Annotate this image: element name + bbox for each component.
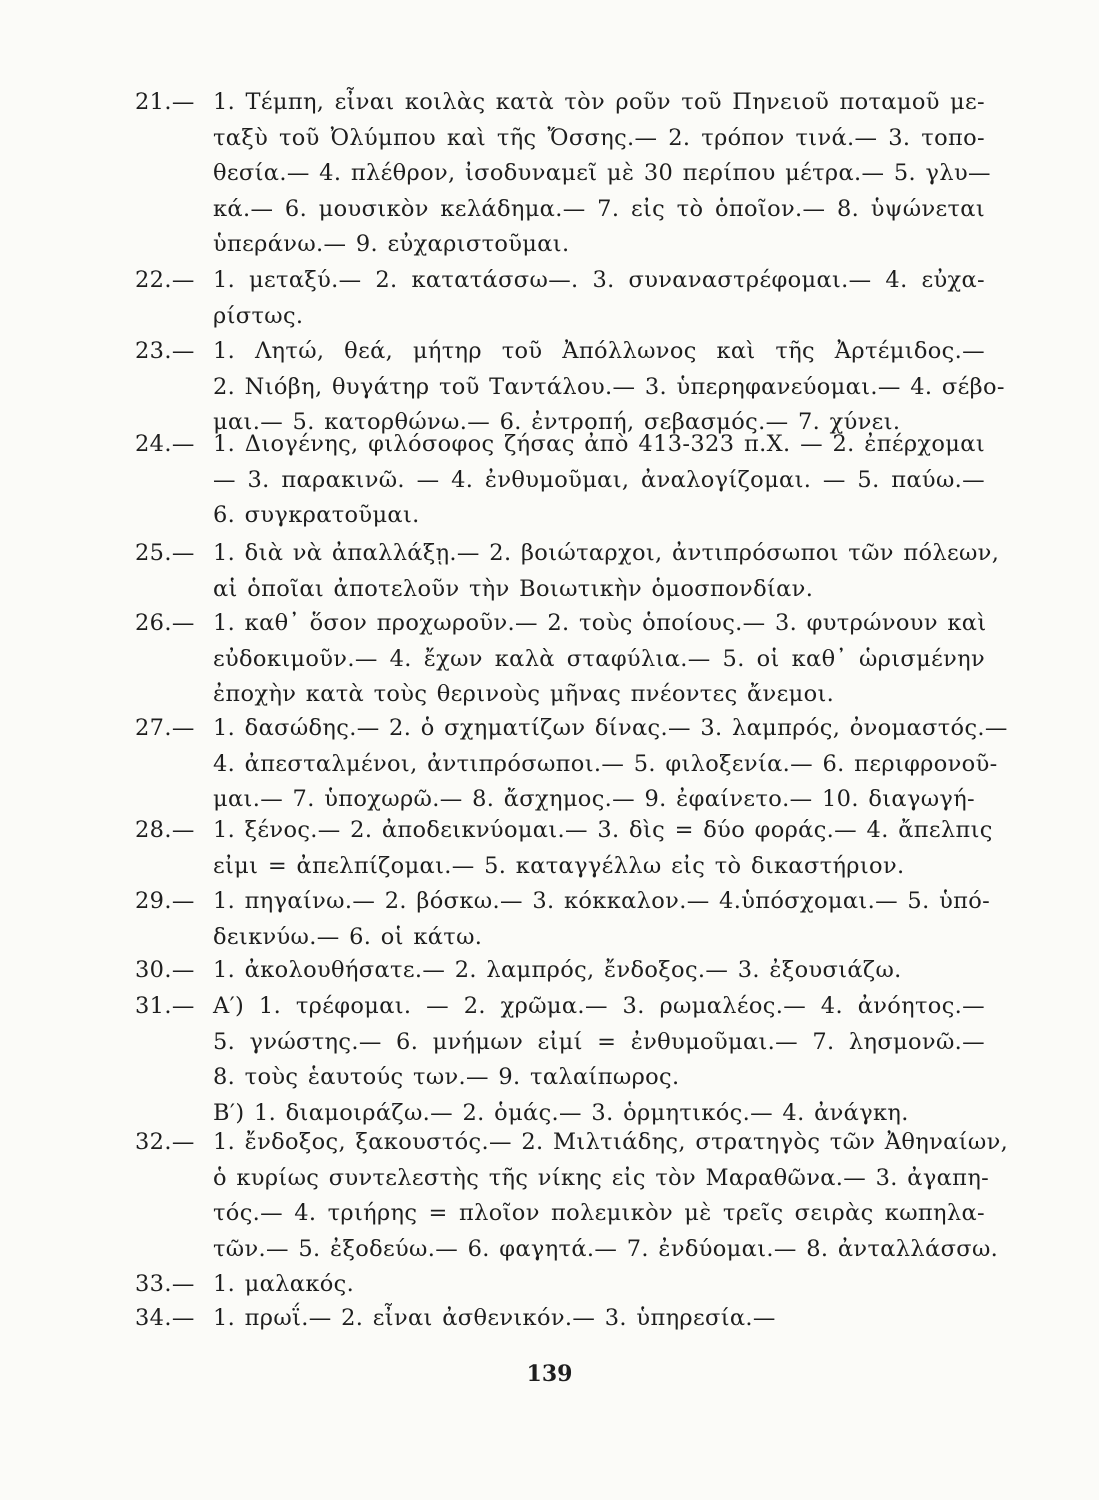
text-line: αἱ ὁποῖαι ἀποτελοῦν τὴν Βοιωτικὴν ὁμοσπονδίαν.	[213, 575, 814, 602]
text-line: εὐδοκιμοῦν.— 4. ἔχων καλὰ σταφύλια.— 5. οἱ καθ᾽ ὡρισμένην	[213, 645, 985, 672]
text-line: — 3. παρακινῶ. — 4. ἐνθυμοῦμαι, ἀναλογίζομαι. — 5. παύω.—	[213, 466, 985, 493]
entry-24	[135, 427, 985, 534]
text-line: 4. ἀπεσταλμένοι, ἀντιπρόσωποι.— 5. φιλοξενία.— 6. περιφρονοῦ-	[213, 750, 998, 777]
entry-text	[213, 536, 1000, 607]
entry-text	[213, 334, 1005, 441]
text-line: 1. δασώδης.— 2. ὁ σχηματίζων δίνας.— 3. λαμπρός, ὀνομαστός.—	[213, 715, 1008, 741]
entry-text	[213, 1301, 985, 1337]
entry-number: 22.—	[135, 267, 195, 293]
entry-28	[135, 813, 993, 884]
text-line: δεικνύω.— 6. οἱ κάτω.	[213, 923, 483, 950]
entry-27	[135, 711, 1008, 818]
entry-number: 23.—	[135, 338, 195, 364]
entry-23	[135, 334, 1005, 441]
text-line: 1. Τέμπη, εἶναι κοιλὰς κατὰ τὸν ροῦν τοῦ Πηνειοῦ ποταμοῦ με-	[213, 89, 985, 115]
text-line: 8. τοὺς ἑαυτούς των.— 9. ταλαίπωρος.	[213, 1064, 680, 1091]
entry-text	[213, 606, 985, 713]
entry-text	[213, 427, 985, 534]
text-line: 1. Λητώ, θεά, μήτηρ τοῦ Ἀπόλλωνος καὶ τῆς Ἀρτέμιδος.—	[213, 338, 985, 364]
entry-22	[135, 263, 985, 334]
entry-26	[135, 606, 985, 713]
entry-25	[135, 536, 1000, 607]
text-line: κά.— 6. μουσικὸν κελάδημα.— 7. εἰς τὸ ὁποῖον.— 8. ὑψώνεται	[213, 195, 985, 222]
entry-number: 26.—	[135, 610, 195, 636]
text-line: 1. καθ᾽ ὅσον προχωροῦν.— 2. τοὺς ὁποίους.— 3. φυτρώνουν καὶ	[213, 610, 987, 636]
entry-text	[213, 813, 993, 884]
text-line: 1. ἀκολουθήσατε.— 2. λαμπρός, ἔνδοξος.— 3. ἐξουσιάζω.	[213, 957, 902, 983]
text-line: 1. μαλακός.	[213, 1271, 355, 1297]
entry-30	[135, 953, 985, 989]
text-line: 2. Νιόβη, θυγάτηρ τοῦ Ταντάλου.— 3. ὑπερηφανεύομαι.— 4. σέβο-	[213, 373, 1005, 400]
text-line: Α′) 1. τρέφομαι. — 2. χρῶμα.— 3. ρωμαλέος.— 4. ἀνόητος.—	[213, 993, 985, 1019]
text-line: Β′) 1. διαμοιράζω.— 2. ὁμάς.— 3. ὁρμητικός.— 4. ἀνάγκη.	[213, 1099, 909, 1126]
text-line: 1. πηγαίνω.— 2. βόσκω.— 3. κόκκαλον.— 4.ὑπόσχομαι.— 5. ὑπό-	[213, 888, 991, 914]
text-line: μαι.— 7. ὑποχωρῶ.— 8. ἄσχημος.— 9. ἐφαίνετο.— 10. διαγωγή-	[213, 786, 976, 813]
entry-text	[213, 263, 985, 334]
text-line: εἰμι = ἀπελπίζομαι.— 5. καταγγέλλω εἰς τὸ δικαστήριον.	[213, 852, 905, 879]
text-line: 1. διὰ νὰ ἀπαλλάξῃ.— 2. βοιώταρχοι, ἀντιπρόσωποι τῶν πόλεων,	[213, 540, 1000, 566]
entry-number: 24.—	[135, 431, 195, 457]
entry-number: 28.—	[135, 817, 195, 843]
entry-34	[135, 1301, 985, 1337]
text-line: ρίστως.	[213, 302, 304, 329]
entry-number: 27.—	[135, 715, 195, 741]
entry-number: 32.—	[135, 1129, 195, 1155]
text-line: ταξὺ τοῦ Ὀλύμπου καὶ τῆς Ὄσσης.— 2. τρόπον τινά.— 3. τοπο-	[213, 124, 985, 151]
entry-number: 21.—	[135, 89, 195, 115]
text-line: 1. μεταξύ.— 2. κατατάσσω—. 3. συναναστρέφομαι.— 4. εὐχα-	[213, 267, 985, 293]
text-line: 1. Διογένης, φιλόσοφος ζήσας ἀπὸ 413-323 π.Χ. — 2. ἐπέρχομαι	[213, 431, 985, 457]
entry-31	[135, 989, 985, 1131]
entry-text	[213, 953, 985, 989]
text-line: τός.— 4. τριήρης = πλοῖον πολεμικὸν μὲ τρεῖς σειρὰς κωπηλα-	[213, 1200, 985, 1227]
entry-number: 25.—	[135, 540, 195, 566]
entry-text	[213, 1267, 985, 1303]
text-line: θεσία.— 4. πλέθρον, ἰσοδυναμεῖ μὲ 30 περίπου μέτρα.— 5. γλυ—	[213, 160, 991, 187]
entry-29	[135, 884, 991, 955]
entry-32	[135, 1125, 1009, 1267]
text-line: 1. πρωΐ.— 2. εἶναι ἀσθενικόν.— 3. ὑπηρεσία.—	[213, 1305, 776, 1331]
entry-text	[213, 85, 991, 263]
text-line: ὑπεράνω.— 9. εὐχαριστοῦμαι.	[213, 231, 570, 258]
text-line: 6. συγκρατοῦμαι.	[213, 502, 420, 529]
entry-text	[213, 989, 985, 1131]
entry-21	[135, 85, 991, 263]
entry-33	[135, 1267, 985, 1303]
text-line: ἐποχὴν κατὰ τοὺς θερινοὺς μῆνας πνέοντες ἄνεμοι.	[213, 681, 835, 708]
text-line: 5. γνώστης.— 6. μνήμων εἰμί = ἐνθυμοῦμαι.— 7. λησμονῶ.—	[213, 1028, 985, 1055]
text-line: τῶν.— 5. ἐξοδεύω.— 6. φαγητά.— 7. ἐνδύομαι.— 8. ἀνταλλάσσω.	[213, 1235, 999, 1262]
text-line: 1. ἔνδοξος, ξακουστός.— 2. Μιλτιάδης, στρατηγὸς τῶν Ἀθηναίων,	[213, 1129, 1009, 1155]
entry-number: 31.—	[135, 993, 195, 1019]
entry-number: 33.—	[135, 1271, 195, 1297]
text-line: 1. ξένος.— 2. ἀποδεικνύομαι.— 3. δὶς = δύο φοράς.— 4. ἄπελπις	[213, 817, 993, 843]
entry-number: 34.—	[135, 1305, 195, 1331]
entry-text	[213, 1125, 1009, 1267]
entry-number: 30.—	[135, 957, 195, 983]
entry-text	[213, 884, 991, 955]
entry-text	[213, 711, 1008, 818]
text-line: ὁ κυρίως συντελεστὴς τῆς νίκης εἰς τὸν Μαραθῶνα.— 3. ἀγαπη-	[213, 1164, 990, 1191]
text-line: μαι.— 5. κατορθώνω.— 6. ἐντροπή, σεβασμός.— 7. χύνει.	[213, 409, 901, 436]
entry-number: 29.—	[135, 888, 195, 914]
page-number: 139	[526, 1361, 573, 1387]
